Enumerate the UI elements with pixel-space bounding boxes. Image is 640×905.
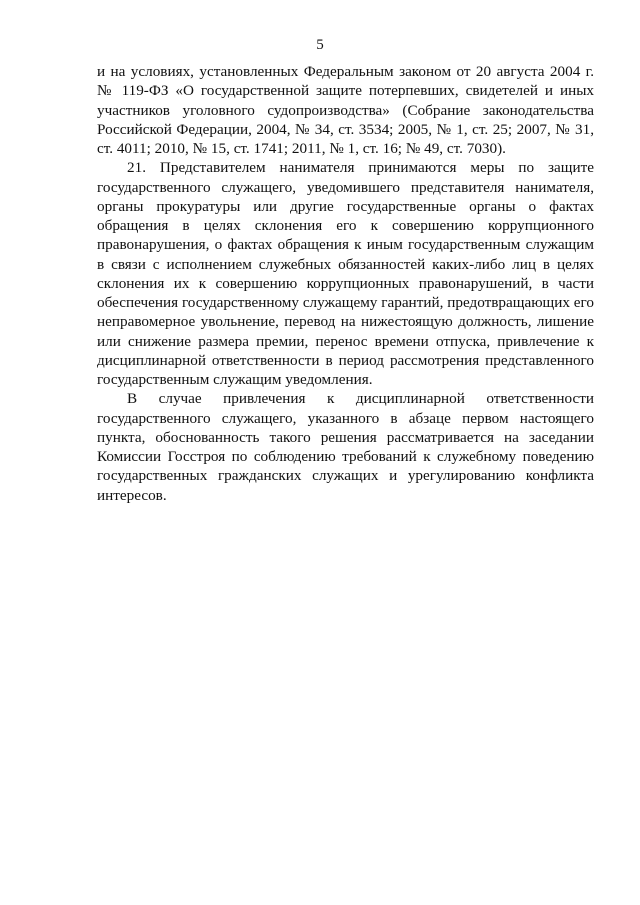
paragraph-continuation: и на условиях, установленных Федеральным законом от 20 августа 2004 г. № 119-ФЗ «О государственной защите потерпевших, свидетелей и иных участников уголовного судопроизводства» (Собрание законодательства Российской Федерации, 2004, № 34, ст. 3534; 2005, № 1, ст. 25; 2007, № 31, ст. 4011; 2010, № 15, ст. 1741; 2011, № 1, ст. 16; № 49, ст. 7030). [97, 63, 594, 157]
document-body [97, 62, 594, 505]
paragraph-item-21: 21. Представителем нанимателя принимаются меры по защите государственного служащего, уведомившего представителя нанимателя, органы прокуратуры или другие государственные органы о фактах обращения в целях склонения его к совершению коррупционного правонарушения, о фактах обращения к иным государственным служащим в связи с исполнением служебных обязанностей каких-либо лиц в целях склонения их к совершению коррупционных правонарушений, в части обеспечения государственному служащему гарантий, предотвращающих его неправомерное увольнение, перевод на нижестоящую должность, лишение или снижение размера премии, перенос времени отпуска, привлечение к дисциплинарной ответственности в период рассмотрения представленного государственным служащим уведомления. [97, 159, 594, 388]
paragraph-disciplinary-case: В случае привлечения к дисциплинарной ответственности государственного служащего, указанного в абзаце первом настоящего пункта, обоснованность такого решения рассматривается на заседании Комиссии Госстроя по соблюдению требований к служебному поведению государственных гражданских служащих и урегулированию конфликта интересов. [97, 390, 594, 504]
page-number: 5 [316, 37, 324, 53]
